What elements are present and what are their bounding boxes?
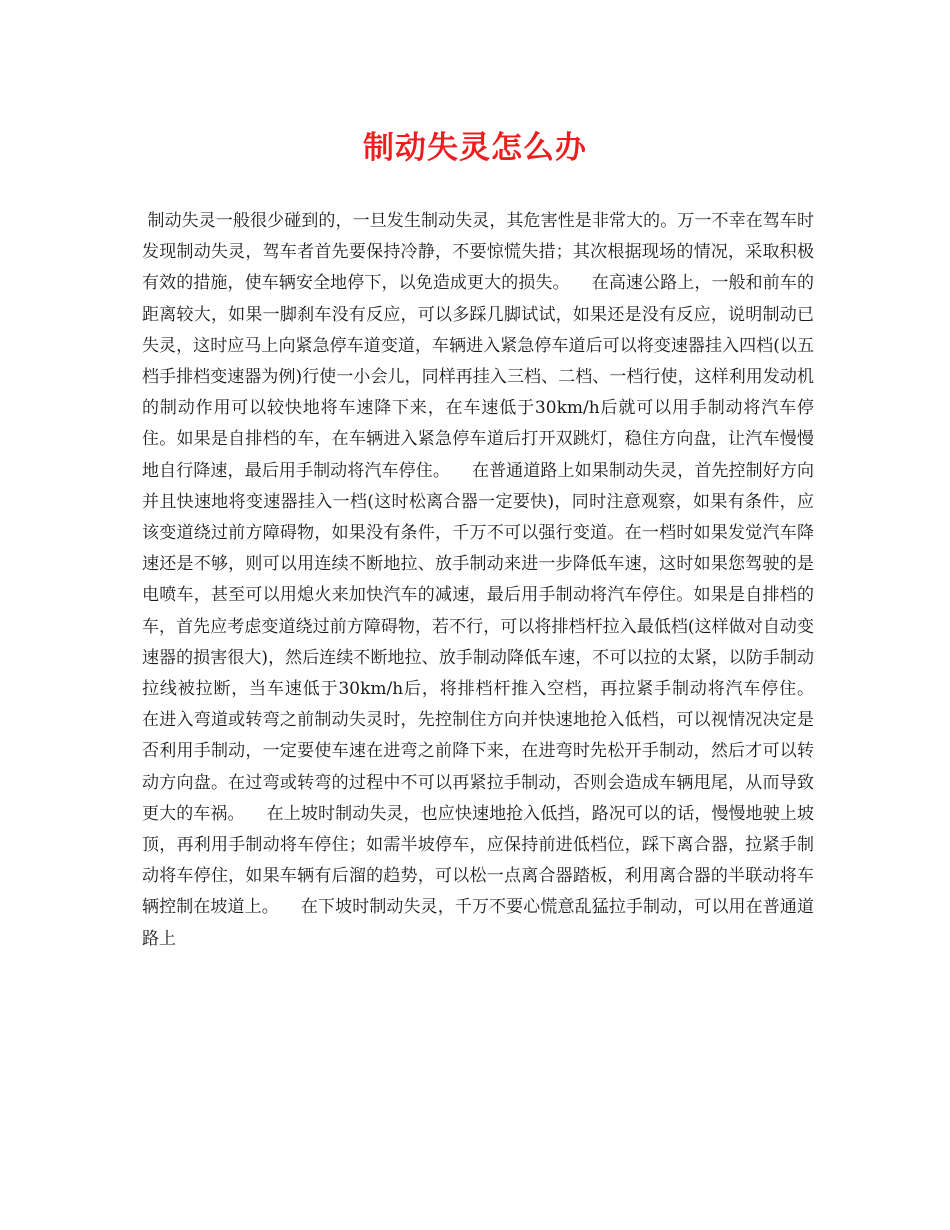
document-title: 制动失灵怎么办 <box>363 130 587 166</box>
document-body-text: 制动失灵一般很少碰到的，一旦发生制动失灵，其危害性是非常大的。万一不幸在驾车时发现制动失灵，驾车者首先要保持冷静，不要惊慌失措；其次根据现场的情况，采取积极有效的措施，使车辆安全地停下，以免造成更大的损失。 在高速公路上，一般和前车的距离较大，如果一脚刹车没有反应，可以多踩几脚试试，如果还是没有反应，说明制动已失灵，这时应马上向紧急停车道变道，车辆进入紧急停车道后可以将变速器挂入四档(以五档手排档变速器为例)行使一小会儿，同样再挂入三档、二档、一档行使，这样利用发动机的制动作用可以较快地将车速降下来，在车速低于30km/h后就可以用手制动将汽车停住。如果是自排档的车，在车辆进入紧急停车道后打开双跳灯，稳住方向盘，让汽车慢慢地自行降速，最后用手制动将汽车停住。 在普通道路上如果制动失灵，首先控制好方向并且快速地将变速器挂入一档(这时松离合器一定要快)，同时注意观察，如果有条件，应该变道绕过前方障碍物，如果没有条件，千万不可以强行变道。在一档时如果发觉汽车降速还是不够，则可以用连续不断地拉、放手制动来进一步降低车速，这时如果您驾驶的是电喷车，甚至可以用熄火来加快汽车的减速，最后用手制动将汽车停住。如果是自排档的车，首先应考虑变道绕过前方障碍物，若不行，可以将排档杆拉入最低档(这样做对自动变速器的损害很大)，然后连续不断地拉、放手制动降低车速，不可以拉的太紧，以防手制动拉线被拉断，当车速低于30km/h后，将排档杆推入空档，再拉紧手制动将汽车停住。 在进入弯道或转弯之前制动失灵时，先控制住方向并快速地抢入低档，可以视情况决定是否利用手制动，一定要使车速在进弯之前降下来，在进弯时先松开手制动，然后才可以转动方向盘。在过弯或转弯的过程中不可以再紧拉手制动，否则会造成车辆甩尾，从而导致更大的车祸。 在上坡时制动失灵，也应快速地抢入低挡，路况可以的话，慢慢地驶上坡顶，再利用手制动将车停住；如需半坡停车，应保持前进低档位，踩下离合器，拉紧手制动将车停住，如果车辆有后溜的趋势，可以松一点离合器踏板，利用离合器的半联动将车辆控制在坡道上。 在下坡时制动失灵，千万不要心慌意乱猛拉手制动，可以用在普通道路上 <box>142 211 836 949</box>
